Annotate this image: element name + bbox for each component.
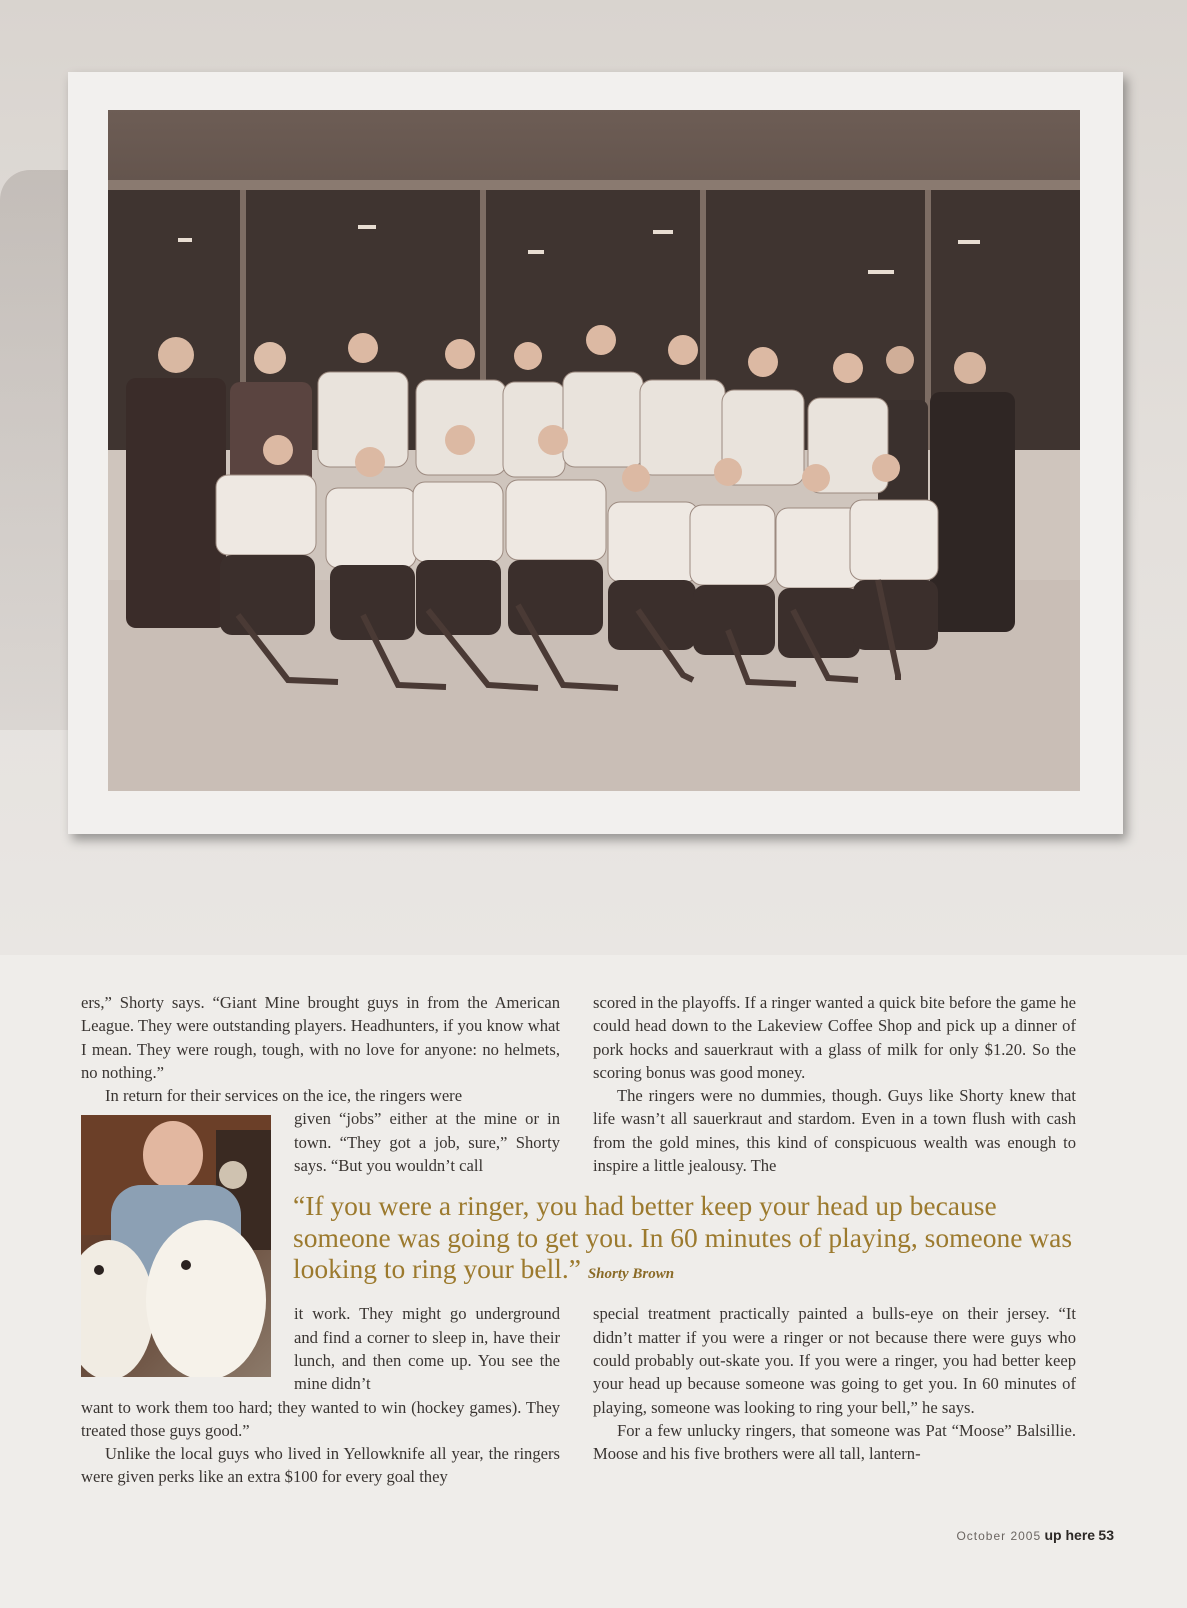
pull-quote — [293, 1190, 1093, 1291]
footer-page-number: 53 — [1098, 1527, 1114, 1543]
left-paragraph-3: Unlike the local guys who lived in Yellowknife all year, the ringers were given perks like an extra $100 for every goal they — [81, 1444, 560, 1487]
pull-quote-text: “If you were a ringer, you had better keep your head up because someone was going to get you. In 60 minutes of playing, someone was looking to ring your bell.” — [293, 1190, 1073, 1284]
footer-issue-date: October 2005 — [956, 1529, 1042, 1543]
right-paragraph-4: For a few unlucky ringers, that someone was Pat “Moose” Balsillie. Moose and his five brothers were all tall, lantern- — [593, 1420, 1076, 1464]
pull-quote-attribution: Shorty Brown — [587, 1266, 675, 1282]
right-paragraph-3: special treatment practically painted a bulls-eye on their jersey. “It didn’t matter if you were a ringer or not because there were guys who could probably out-skate you. If you were a ringer, you had better keep your head up because someone was going to get you. In 60 minutes of playing, someone was looking to ring your bell,” he says. — [593, 1304, 1076, 1417]
left-paragraph-2-wrap-top: given “jobs” either at the mine or in town. “They got a job, sure,” Shorty says. “But you wouldn’t call — [294, 1109, 560, 1176]
team-photo-frame — [68, 72, 1123, 834]
page-footer — [956, 1527, 1114, 1543]
right-paragraph-2: The ringers were no dummies, though. Guys like Shorty knew that life wasn’t all sauerkraut and stardom. Even in a town flush with cash from the gold mines, this kind of conspicuous wealth was enough to inspire a little jealousy. The — [593, 1086, 1076, 1176]
right-paragraph-1: scored in the playoffs. If a ringer wanted a quick bite before the game he could head down to the Lakeview Coffee Shop and pick up a dinner of pork hocks and sauerkraut with a glass of milk for only $1.20. So the scoring bonus was good money. — [593, 993, 1076, 1082]
left-paragraph-2-intro: In return for their services on the ice, the ringers were — [105, 1086, 463, 1106]
left-paragraph-2-wrap-bottom: it work. They might go underground and find a corner to sleep in, have their lunch, and then come up. You see the mine didn’t — [294, 1304, 560, 1394]
left-paragraph-2-end: want to work them too hard; they wanted to win (hockey games). They treated those guys good.” — [81, 1397, 560, 1440]
left-paragraph-1: ers,” Shorty says. “Giant Mine brought guys in from the American League. They were outstanding players. Headhunters, if you know what I mean. They were rough, tough, with no love for anyone: no helmets, no nothing.” — [81, 993, 560, 1082]
team-photo-illustration — [108, 110, 1080, 791]
team-photo — [108, 110, 1080, 791]
background-player-figure — [0, 170, 75, 730]
footer-magazine-name: up here — [1044, 1527, 1096, 1543]
